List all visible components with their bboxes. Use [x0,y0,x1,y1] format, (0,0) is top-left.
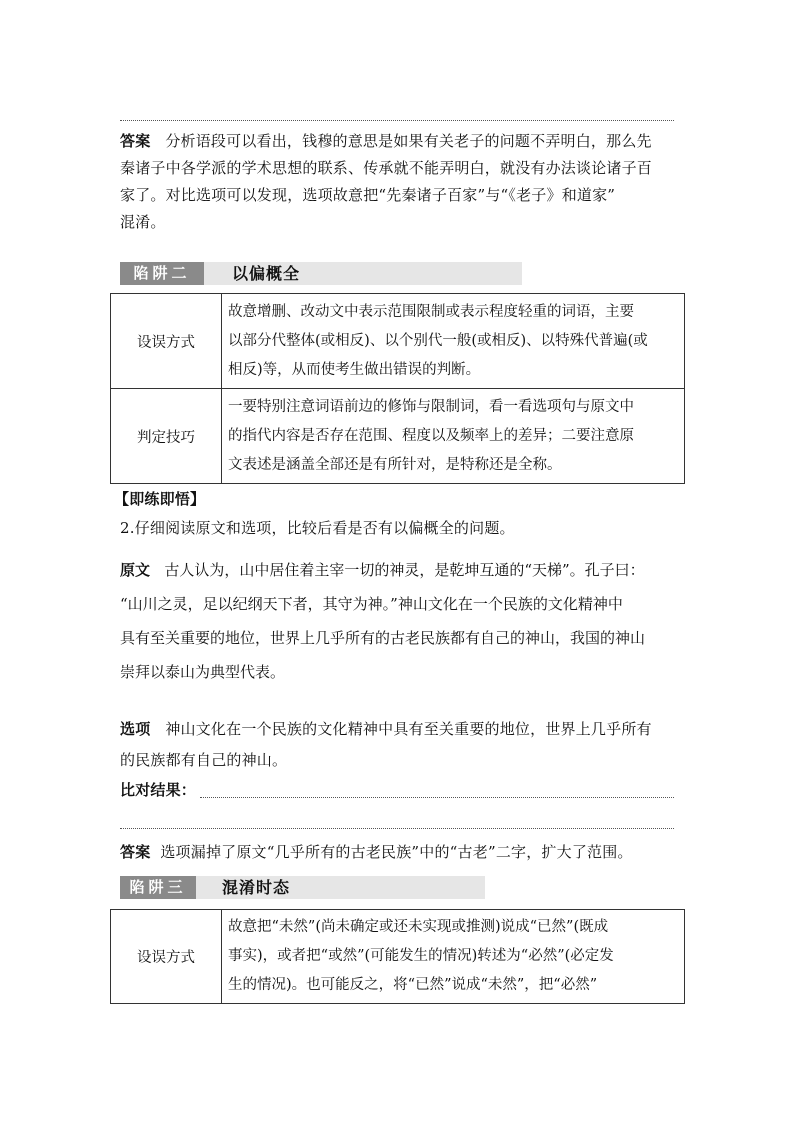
original-label: 原文 [120,561,151,579]
row-line: 以部分代整体(或相反)、以个别代一般(或相反)、以特殊代普遍(或 [228,332,648,349]
original-block [120,553,680,689]
row-line: 的指代内容是否存在范围、程度以及频率上的差异；二要注意原 [228,427,634,444]
row-line: 生的情况)。也可能反之，将“已然”说成“未然”，把“必然” [228,977,598,993]
answer-block-2 [120,839,690,866]
row-line: 事实)，或者把“或然”(可能发生的情况)转述为“必然”(必定发 [228,948,614,964]
row-label: 判定技巧 [111,389,222,484]
trap-title: 以偏概全 [232,264,301,283]
separator-mid [120,828,674,829]
answer-line: 秦诸子中各学派的学术思想的联系、传承就不能弄明白，就没有办法谈论诸子百 [120,159,653,177]
option-line: 神山文化在一个民族的文化精神中具有至关重要的地位，世界上几乎所有 [165,720,652,738]
table-row [111,389,685,484]
answer-label: 答案 [120,843,151,861]
row-content [222,910,685,1004]
row-line: 相反)等，从而使考生做出错误的判断。 [228,361,481,378]
original-line: 具有至关重要的地位，世界上几乎所有的古老民族都有自己的神山，我国的神山 [120,629,646,647]
answer-block-1 [120,128,680,236]
answer-line: 分析语段可以看出，钱穆的意思是如果有关老子的问题不弄明白，那么先 [165,132,652,150]
row-content [222,294,685,389]
answer-label: 答案 [120,132,151,150]
option-line: 的民族都有自己的神山。 [120,751,288,769]
row-line: 文表述是涵盖全部还是有所针对，是特称还是全称。 [228,456,562,473]
trap-table [110,293,685,484]
trap-title: 混淆时态 [222,878,291,897]
answer-line: 混淆。 [120,213,166,231]
answer-line: 家了。对比选项可以发现，选项故意把“先秦诸子百家”与“《老子》和道家” [120,186,616,204]
table-row [111,910,685,1004]
separator-top [120,120,674,121]
row-content [222,389,685,484]
practice-heading: 【即练即悟】 [114,490,206,508]
answer-text: 选项漏掉了原文“几乎所有的古老民族”中的“古老”二字，扩大了范围。 [160,843,633,861]
original-line: “山川之灵，足以纪纲天下者，其守为神。”神山文化在一个民族的文化精神中 [120,595,623,613]
compare-label: 比对结果： [120,781,197,799]
row-line: 故意把“未然”(尚未确定或还未实现或推测)说成“已然”(既成 [228,919,609,935]
row-line: 一要特别注意词语前边的修饰与限制词，看一看选项句与原文中 [228,398,634,415]
trap-tag: 陷阱二 [120,262,204,285]
row-label: 设误方式 [111,910,222,1004]
option-label: 选项 [120,720,151,738]
compare-answer-line[interactable] [200,797,674,798]
table-row [111,294,685,389]
trap-table [110,909,685,1004]
option-block [120,714,680,776]
practice-question: 2.仔细阅读原文和选项，比较后看是否有以偏概全的问题。 [120,519,515,537]
original-line: 古人认为，山中居住着主宰一切的神灵，是乾坤互通的“天梯”。孔子曰： [164,561,645,579]
trap-tag: 陷阱三 [120,876,196,899]
original-line: 崇拜以泰山为典型代表。 [120,663,286,681]
row-label: 设误方式 [111,294,222,389]
row-line: 故意增删、改动文中表示范围限制或表示程度轻重的词语，主要 [228,303,634,320]
